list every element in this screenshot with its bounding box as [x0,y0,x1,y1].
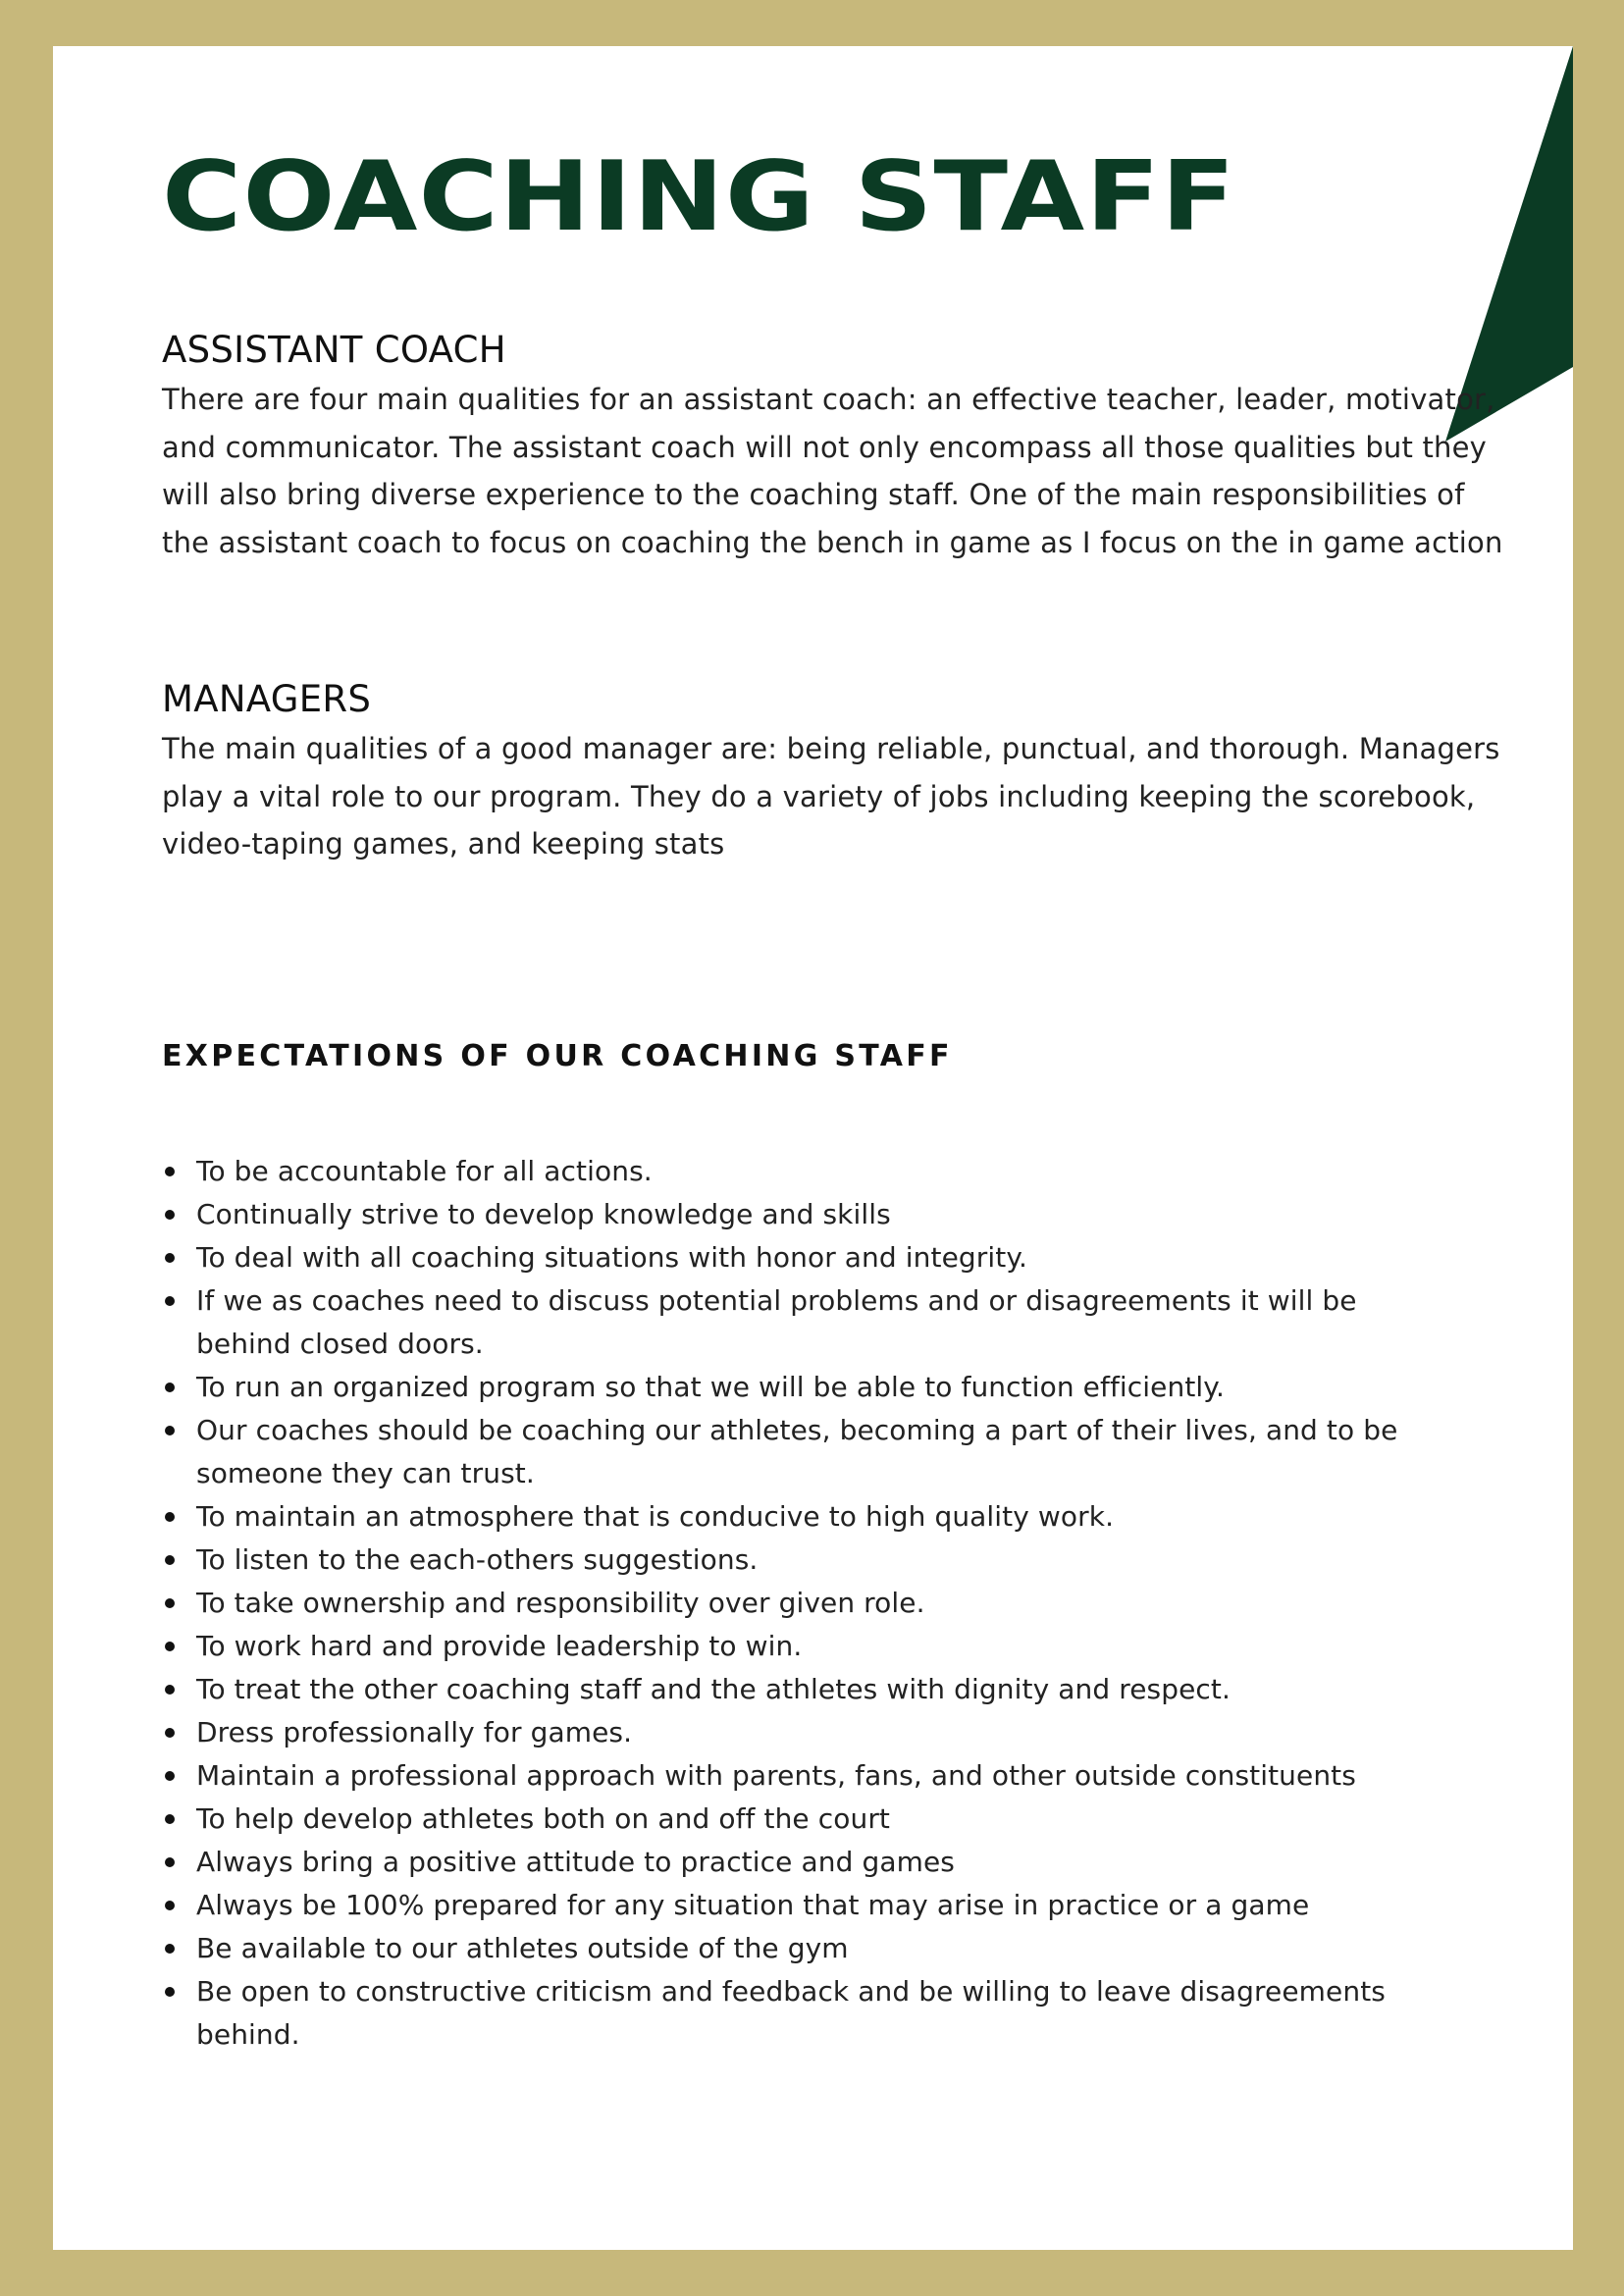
section-heading-assistant-coach: ASSISTANT COACH [162,329,506,371]
list-item [196,1754,1433,1798]
list-item [196,1798,1433,1841]
list-item-text: To run an organized program so that we will be able to function efficiently. [196,1371,1225,1403]
list-item [196,1668,1433,1711]
list-item-text: To listen to the each-others suggestions. [196,1543,759,1576]
bullet-icon [165,1512,175,1522]
bullet-icon [165,1296,175,1306]
list-item-text: Always be 100% prepared for any situation that may arise in practice or a game [196,1889,1310,1921]
expectations-heading: EXPECTATIONS OF OUR COACHING STAFF [162,1039,953,1073]
list-item [196,1970,1433,2057]
list-item [196,1841,1433,1884]
document-page [53,46,1573,2250]
list-item [196,1409,1433,1495]
list-item [196,1927,1433,1970]
list-item [196,1279,1433,1366]
list-item-text: Dress professionally for games. [196,1716,633,1748]
list-item-text: Maintain a professional approach with parents, fans, and other outside constituents [196,1759,1356,1792]
bullet-icon [165,1944,175,1954]
bullet-icon [165,1771,175,1781]
list-item [196,1539,1433,1582]
list-item [196,1711,1433,1754]
bullet-icon [165,1728,175,1738]
page-title: COACHING STAFF [162,141,1236,253]
bullet-icon [165,1901,175,1910]
bullet-icon [165,1987,175,1997]
list-item [196,1150,1433,1193]
list-item-text: To treat the other coaching staff and the athletes with dignity and respect. [196,1673,1231,1705]
list-item [196,1625,1433,1668]
section-body-assistant-coach: There are four main qualities for an assistant coach: an effective teacher, leader, motivator, and communicator. The assistant coach will not only encompass all those qualities but they will also bring diverse experience to the coaching staff. One of the main responsibilities of the assistant coach to focus on coaching the bench in game as I focus on the in game action [162,383,1503,559]
bullet-icon [165,1253,175,1263]
list-item-text: To be accountable for all actions. [196,1155,653,1187]
bullet-icon [165,1167,175,1176]
list-item-text: If we as coaches need to discuss potential problems and or disagreements it will be behind closed doors. [196,1284,1357,1360]
list-item [196,1236,1433,1279]
section-heading-managers: MANAGERS [162,678,372,720]
bullet-icon [165,1555,175,1565]
list-item-text: To deal with all coaching situations with honor and integrity. [196,1241,1028,1274]
list-item-text: Always bring a positive attitude to practice and games [196,1846,955,1878]
bullet-icon [165,1598,175,1608]
list-item-text: To take ownership and responsibility over given role. [196,1587,925,1619]
list-item-text: To work hard and provide leadership to win. [196,1630,803,1662]
bullet-icon [165,1426,175,1435]
list-item-text: To maintain an atmosphere that is conducive to high quality work. [196,1500,1115,1533]
bullet-icon [165,1685,175,1695]
list-item [196,1884,1433,1927]
bullet-icon [165,1857,175,1867]
section-assistant-coach [162,329,1516,566]
bullet-icon [165,1814,175,1824]
list-item-text: Our coaches should be coaching our athletes, becoming a part of their lives, and to be someone they can trust. [196,1414,1398,1489]
section-body-managers: The main qualities of a good manager are: being reliable, punctual, and thorough. Managers play a vital role to our program. They do a variety of jobs including keeping the scorebook, video-taping games, and keeping stats [162,732,1500,861]
list-item [196,1495,1433,1539]
bullet-icon [165,1642,175,1651]
expectations-list [196,1150,1433,2057]
list-item-text: Continually strive to develop knowledge and skills [196,1198,891,1230]
list-item [196,1582,1433,1625]
list-item [196,1366,1433,1409]
bullet-icon [165,1210,175,1220]
list-item-text: Be available to our athletes outside of the gym [196,1932,849,1964]
section-managers [162,678,1516,868]
bullet-icon [165,1383,175,1392]
list-item-text: To help develop athletes both on and off the court [196,1802,891,1835]
list-item-text: Be open to constructive criticism and feedback and be willing to leave disagreements behind. [196,1975,1386,2051]
list-item [196,1193,1433,1236]
